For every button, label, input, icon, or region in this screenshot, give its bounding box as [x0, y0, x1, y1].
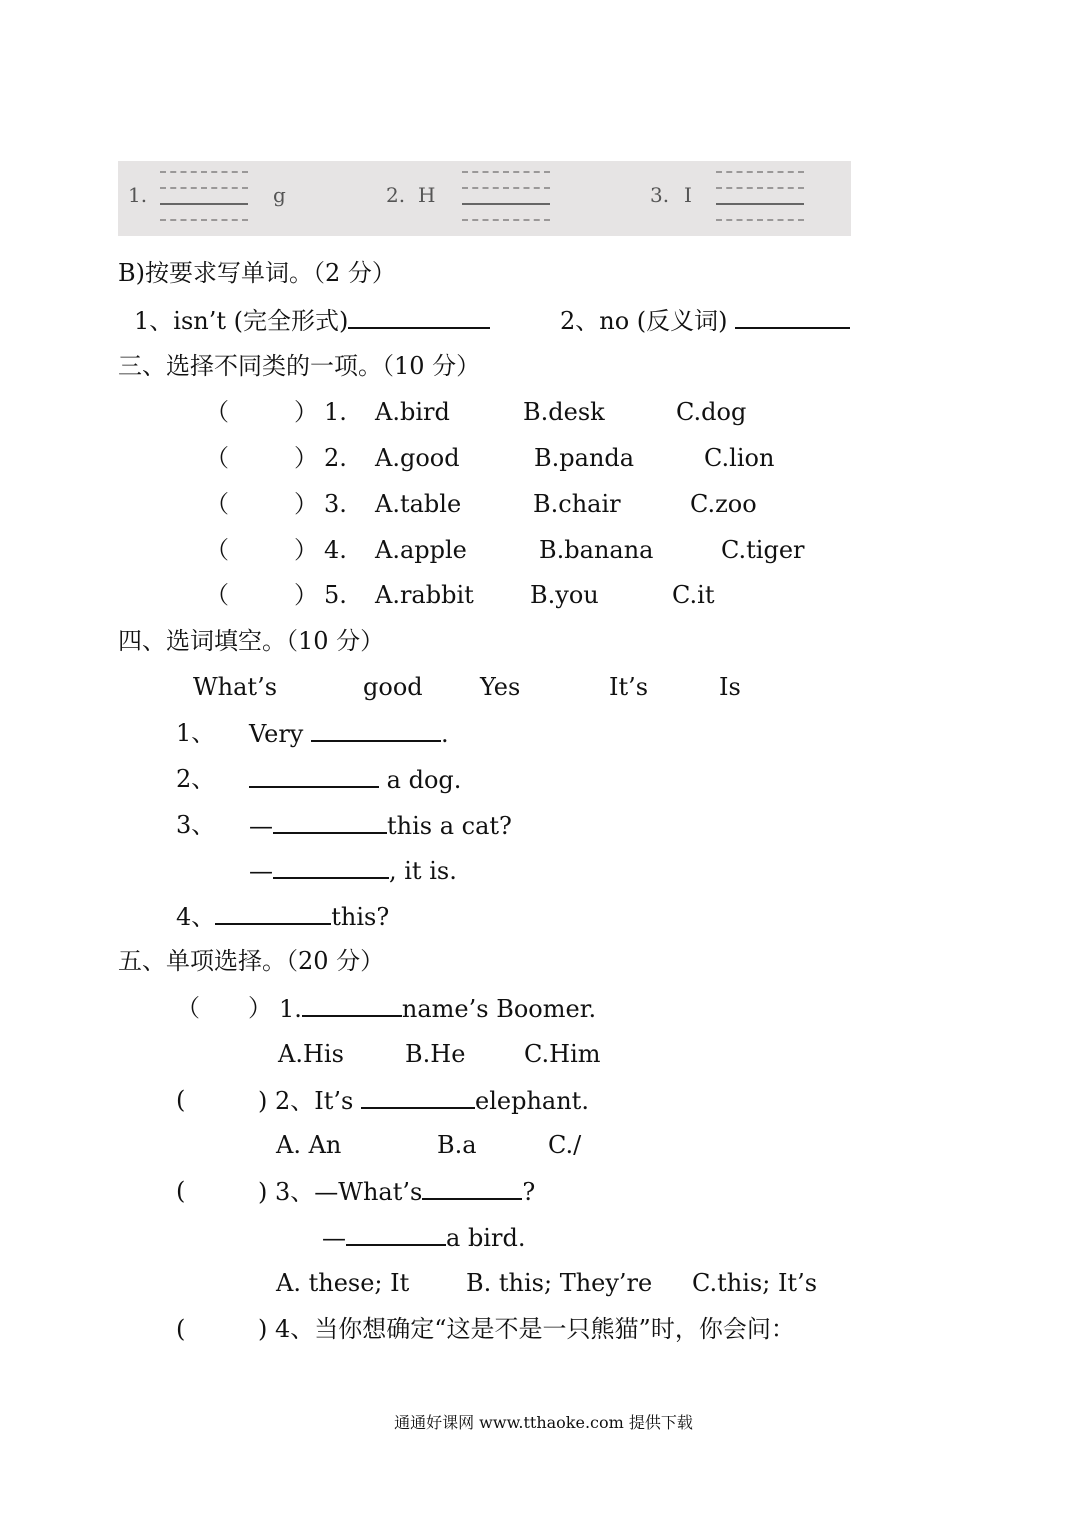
section4-q3b — [249, 855, 457, 886]
strip-item-1-letter: g — [273, 183, 286, 207]
strip-item-3-num: 3. — [650, 183, 670, 207]
paren-close: ） — [294, 536, 318, 564]
q-number: 4、 — [176, 903, 216, 931]
option-a: A.His — [278, 1040, 344, 1068]
handwriting-strip-image — [118, 161, 851, 236]
option-b: B.He — [405, 1040, 466, 1068]
q-number: 2、 — [176, 765, 216, 793]
option-c: C.this; It’s — [692, 1269, 818, 1297]
paren-open: （ — [205, 490, 229, 518]
option-c: C.dog — [676, 398, 747, 426]
paren-close: ) — [258, 1178, 268, 1206]
paren-open: （ — [176, 994, 200, 1022]
paren-close: ） — [294, 581, 318, 609]
section-b-title: B)按要求写单词。（2 分） — [118, 259, 396, 287]
q3-prefix: 3、—What’s — [275, 1178, 423, 1206]
option-b: B.panda — [534, 444, 635, 472]
section-b-q1 — [134, 305, 490, 336]
q3b-text: a bird. — [446, 1224, 526, 1252]
q1-end: . — [441, 720, 449, 748]
section5-q3 — [258, 1176, 535, 1207]
dash: — — [322, 1224, 346, 1252]
paren-close: ） — [294, 490, 318, 518]
answer-blank[interactable] — [735, 305, 850, 329]
option-a: A. these; It — [276, 1269, 410, 1297]
answer-blank[interactable] — [249, 764, 379, 788]
q-number: 1、 — [176, 719, 216, 747]
q1-text: name’s Boomer. — [401, 995, 597, 1023]
section5-q2 — [258, 1085, 589, 1116]
item-number: 2. — [324, 444, 347, 472]
option-a: A.rabbit — [375, 581, 474, 609]
paren-open: ( — [176, 1315, 186, 1343]
q3a-text: this a cat? — [387, 812, 512, 840]
option-b: B.banana — [539, 536, 654, 564]
q-number: 3、 — [176, 811, 216, 839]
writing-lines-2 — [462, 169, 550, 225]
q2-text: a dog. — [386, 766, 462, 794]
paren-open: ( — [176, 1086, 186, 1114]
paren-open: （ — [205, 536, 229, 564]
word-bank-item: What’s — [193, 673, 278, 701]
word-bank-item: Yes — [480, 673, 521, 701]
answer-blank[interactable] — [273, 855, 389, 879]
answer-blank[interactable] — [348, 305, 490, 329]
paren-close: ） — [294, 398, 318, 426]
section5-q1 — [279, 993, 596, 1024]
answer-blank[interactable] — [422, 1176, 522, 1200]
option-a: A.table — [375, 490, 462, 518]
section4-q2 — [249, 764, 461, 795]
q2-text: elephant. — [475, 1087, 589, 1115]
section4-q1 — [249, 718, 449, 749]
option-b: B.a — [437, 1131, 477, 1159]
section3-title: 三、选择不同类的一项。（10 分） — [118, 352, 481, 380]
writing-lines-1 — [160, 169, 248, 225]
paren-close: ） — [294, 444, 318, 472]
option-a: A.apple — [375, 536, 467, 564]
option-c: C./ — [548, 1131, 582, 1159]
strip-item-2-num: 2. — [386, 183, 406, 207]
section5-q3b — [322, 1222, 525, 1253]
paren-open: ( — [176, 1177, 186, 1205]
strip-item-3-letter: I — [684, 183, 692, 207]
item-number: 4. — [324, 536, 347, 564]
option-c: C.Him — [524, 1040, 601, 1068]
item-number: 5. — [324, 581, 347, 609]
option-a: A.good — [375, 444, 460, 472]
page-footer: 通通好课网 www.tthaoke.com 提供下载 — [394, 1413, 693, 1432]
paren-open: （ — [205, 581, 229, 609]
section-b-q2 — [560, 305, 850, 336]
paren-open: （ — [205, 444, 229, 472]
section5-q4 — [258, 1314, 795, 1344]
q1-text: Very — [249, 720, 304, 748]
option-c: C.tiger — [721, 536, 805, 564]
section4-title: 四、选词填空。（10 分） — [118, 627, 385, 655]
strip-item-1-num: 1. — [128, 183, 148, 207]
option-a: A.bird — [375, 398, 450, 426]
option-c: C.lion — [704, 444, 775, 472]
option-b: B.chair — [533, 490, 621, 518]
answer-blank[interactable] — [215, 901, 331, 925]
answer-blank[interactable] — [311, 718, 441, 742]
q-number: 1. — [279, 995, 302, 1023]
option-a: A. An — [276, 1131, 342, 1159]
dash: — — [249, 857, 273, 885]
section-b-q2-text: 2、no (反义词) — [560, 307, 728, 335]
writing-lines-3 — [716, 169, 804, 225]
q2-prefix: 2、It’s — [275, 1087, 354, 1115]
dash: — — [249, 812, 273, 840]
option-b: B.desk — [523, 398, 605, 426]
paren-close: ) — [258, 1087, 268, 1115]
item-number: 3. — [324, 490, 347, 518]
q4-text: 4、当你想确定“这是不是一只熊猫”时，你会问： — [275, 1315, 795, 1343]
item-number: 1. — [324, 398, 347, 426]
option-b: B.you — [530, 581, 599, 609]
answer-blank[interactable] — [346, 1222, 446, 1246]
q3-end: ? — [522, 1178, 536, 1206]
word-bank-item: good — [363, 673, 423, 701]
section5-title: 五、单项选择。（20 分） — [118, 947, 385, 975]
paren-close: ） — [248, 994, 272, 1022]
option-b: B. this; They’re — [466, 1269, 653, 1297]
answer-blank[interactable] — [302, 993, 402, 1017]
word-bank-item: Is — [719, 673, 741, 701]
option-c: C.it — [672, 581, 715, 609]
strip-item-2-letter: H — [418, 183, 436, 207]
section4-q4 — [176, 901, 389, 932]
word-bank-item: It’s — [609, 673, 649, 701]
option-c: C.zoo — [690, 490, 757, 518]
paren-open: （ — [205, 398, 229, 426]
section4-q3a — [249, 810, 512, 841]
q3b-text: , it is. — [389, 857, 457, 885]
paren-close: ) — [258, 1315, 268, 1343]
q4-text: this? — [331, 903, 390, 931]
answer-blank[interactable] — [273, 810, 387, 834]
answer-blank[interactable] — [361, 1085, 475, 1109]
section-b-q1-text: 1、isn’t (完全形式) — [134, 307, 349, 335]
